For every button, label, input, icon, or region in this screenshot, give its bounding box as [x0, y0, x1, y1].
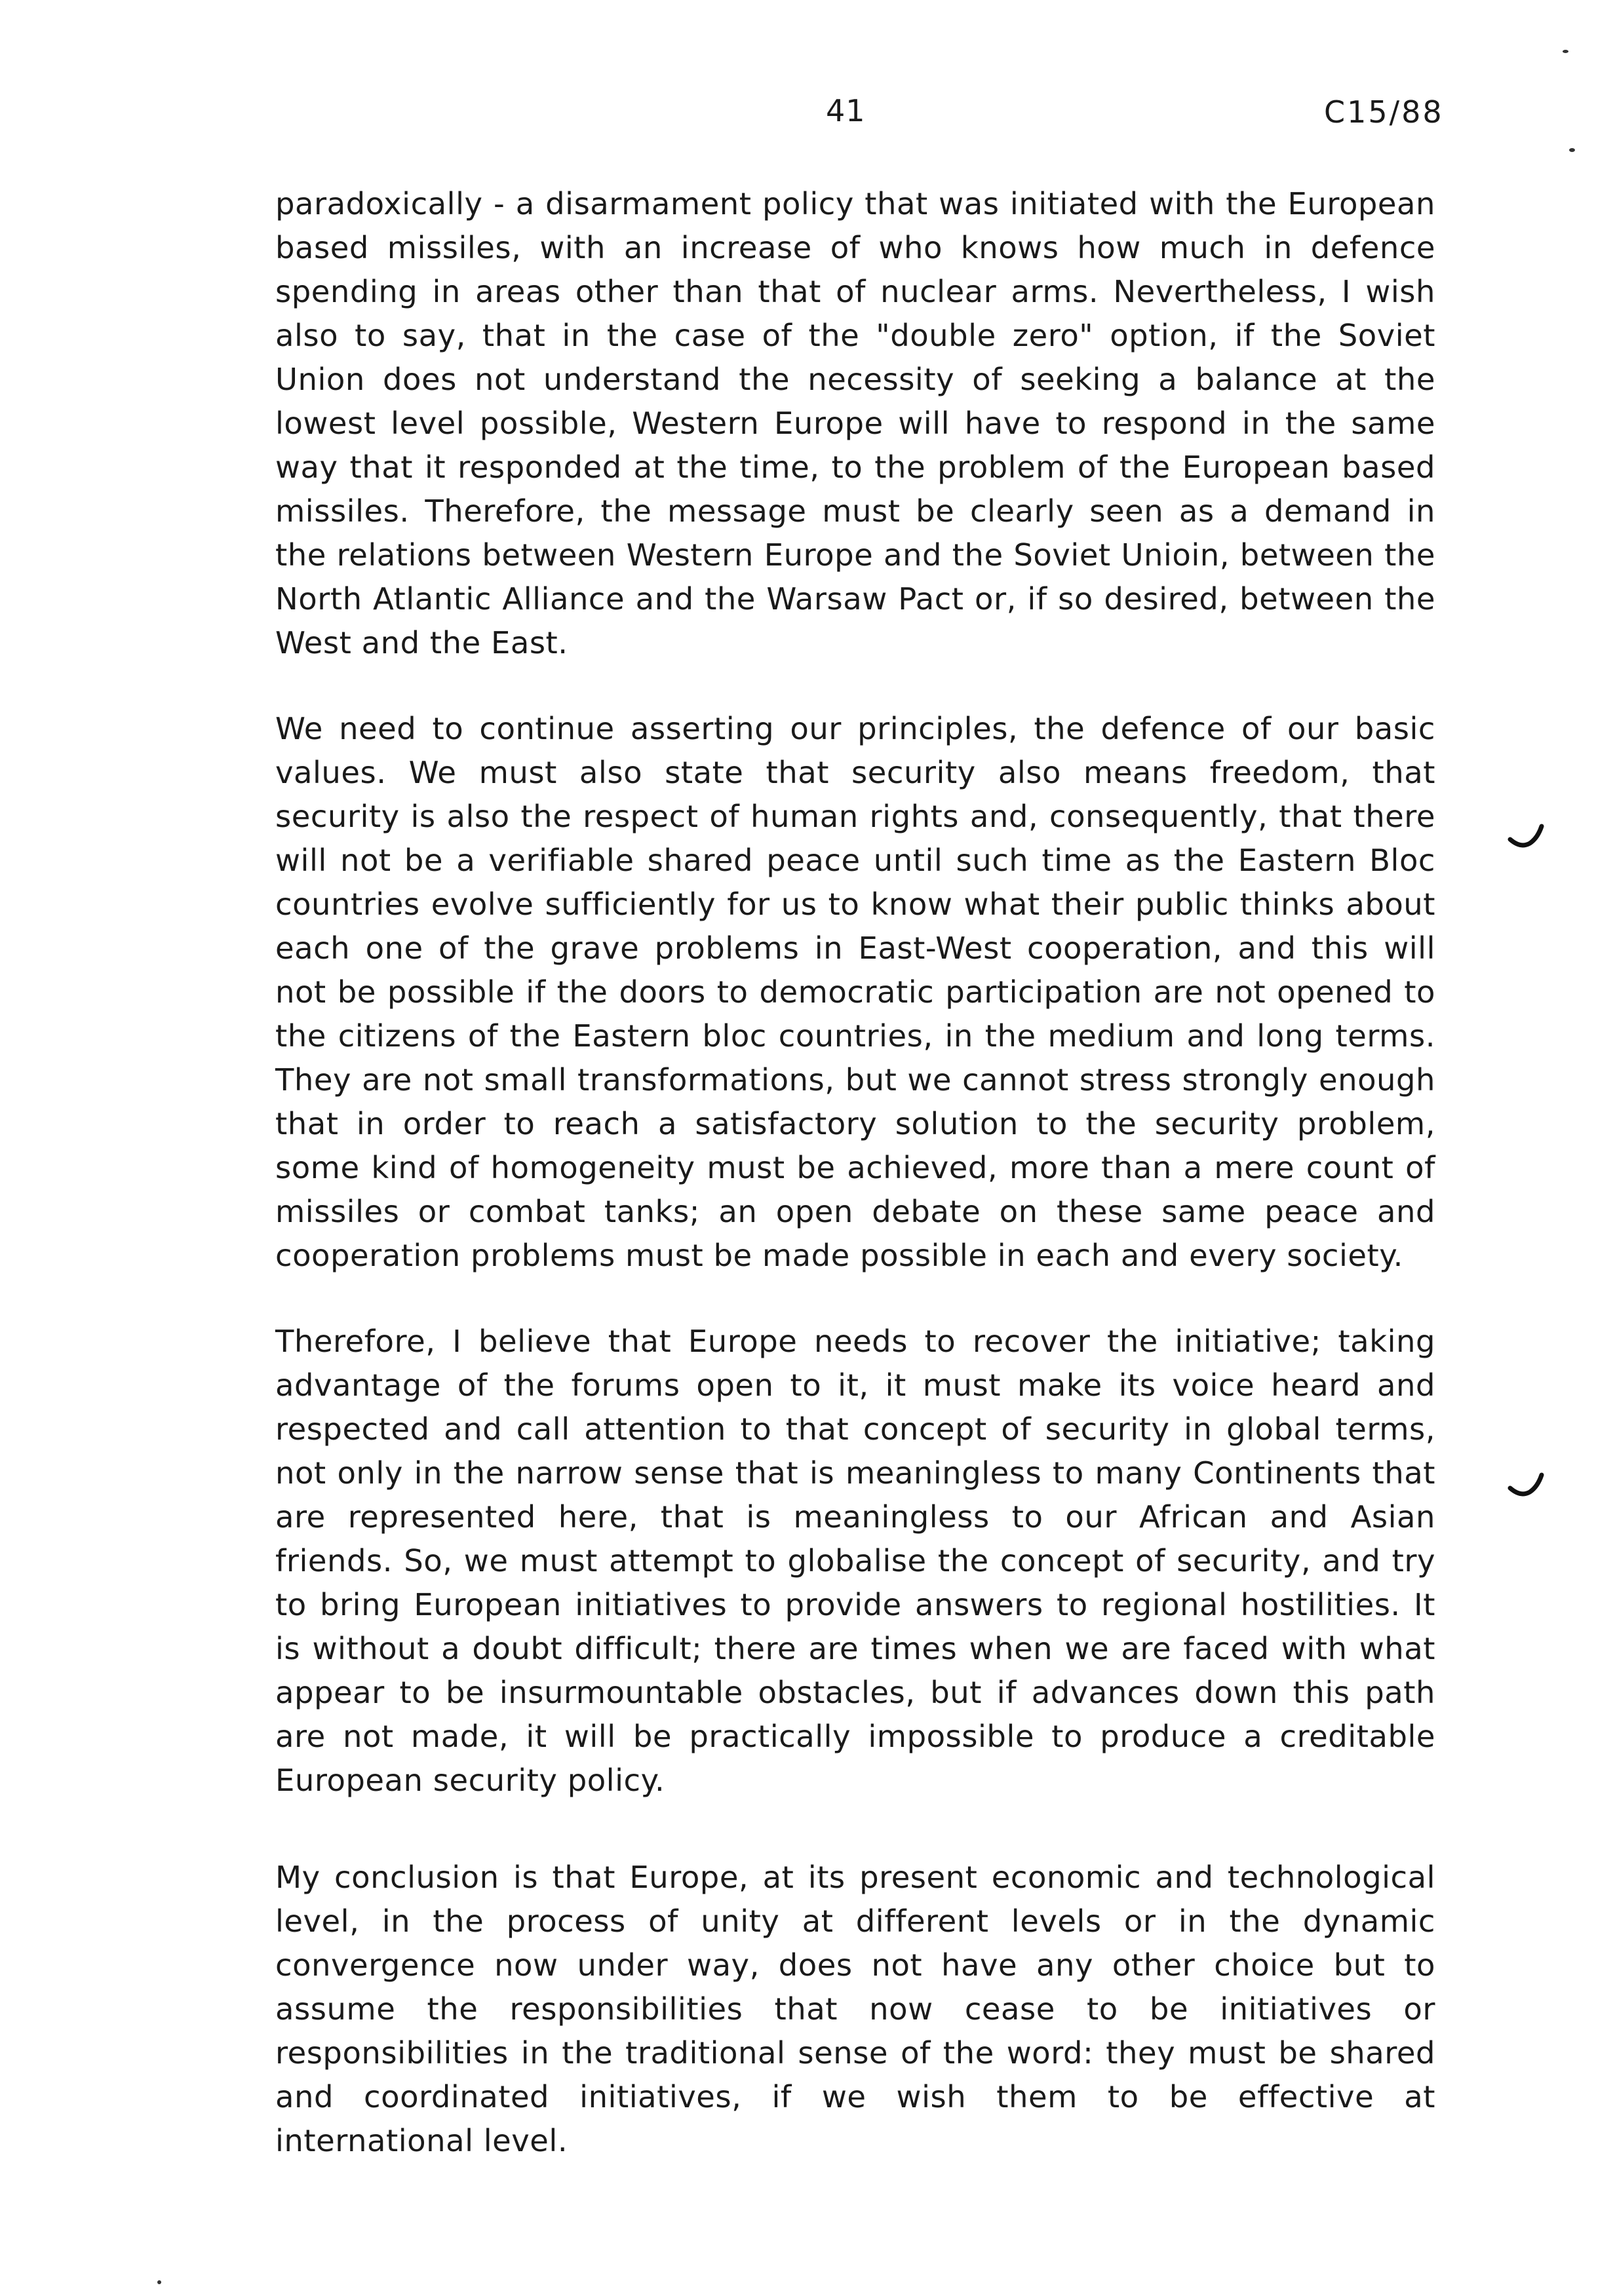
margin-tick-mark-2 [1508, 1471, 1547, 1504]
scan-speck [1569, 148, 1575, 152]
body-paragraph-3: Therefore, I believe that Europe needs to recover the initiative; taking advantage of the forums open to it, it must make its voice heard and respected and call attention to that concept of security in global terms, not only in the narrow sense that is meaningless to many Continents that are represented here, that is meaningless to our African and Asian friends. So, we must attempt to globalise the concept of security, and try to bring European initiatives to provide answers to regional hostilities. It is without a doubt difficult; there are times when we are faced with what appear to be insurmountable obstacles, but if advances down this path are not made, it will be practically impossible to produce a creditable European security policy. [275, 1324, 1435, 1798]
scan-speck [157, 2280, 161, 2284]
scan-speck [1563, 50, 1568, 53]
page-number: 41 [826, 93, 866, 128]
margin-tick-mark-1 [1508, 822, 1547, 855]
body-paragraph-1: paradoxically - a disarmament policy that was initiated with the European based missiles, with an increase of who knows how much in defence spending in areas other than that of nuclear arms. Nevertheless, I wish also to say, that in the case of the "double zero" option, if the Soviet Union does not understand the necessity of seeking a balance at the lowest level possible, Western Europe will have to respond in the same way that it responded at the time, to the problem of the European based missiles. Therefore, the message must be clearly seen as a demand in the relations between Western Europe and the Soviet Unioin, between the North Atlantic Alliance and the Warsaw Pact or, if so desired, between the West and the East. [275, 186, 1435, 660]
body-paragraph-4: My conclusion is that Europe, at its present economic and technological level, in the process of unity at different levels or in the dynamic convergence now under way, does not have any other choice but to assume the responsibilities that now cease to be initiatives or responsibilities in the traditional sense of the word: they must be shared and coordinated initiatives, if we wish them to be effective at international level. [275, 1860, 1435, 2158]
body-paragraph-2: We need to continue asserting our principles, the defence of our basic values. We must also state that security also means freedom, that security is also the respect of human rights and, consequently, that there will not be a verifiable shared peace until such time as the Eastern Bloc countries evolve sufficiently for us to know what their public thinks about each one of the grave problems in East-West cooperation, and this will not be possible if the doors to democratic participation are not opened to the citizens of the Eastern bloc countries, in the medium and long terms. They are not small transformations, but we cannot stress strongly enough that in order to reach a satisfactory solution to the security problem, some kind of homogeneity must be achieved, more than a mere count of missiles or combat tanks; an open debate on these same peace and cooperation problems must be made possible in each and every society. [275, 711, 1435, 1273]
document-reference: C15/88 [1324, 94, 1444, 130]
